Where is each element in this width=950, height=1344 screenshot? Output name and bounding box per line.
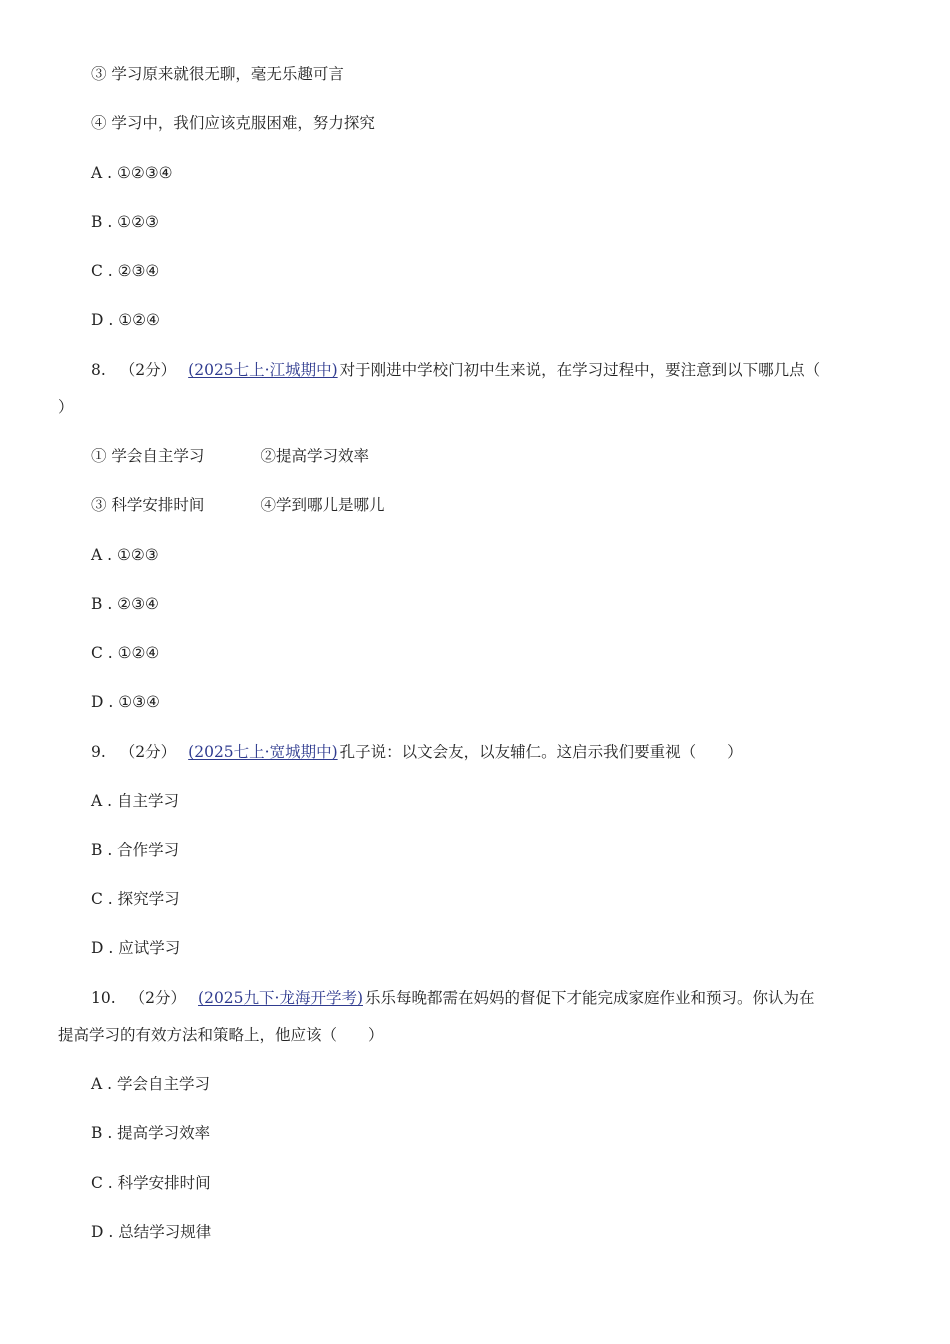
q8-header: [91, 360, 820, 380]
q7-option-a[interactable]: A . ①②③④: [91, 164, 173, 182]
q8-option-b[interactable]: B . ②③④: [91, 595, 159, 613]
q7-statement-3: ③ 学习原来就很无聊，毫无乐趣可言: [91, 65, 344, 83]
q9-number: 9.: [91, 743, 106, 761]
q8-score: （2分）: [119, 361, 177, 379]
q8-option-c[interactable]: C . ①②④: [91, 644, 160, 662]
q9-score: （2分）: [119, 743, 177, 761]
q8-statement-3: ③ 科学安排时间: [91, 496, 205, 514]
q8-option-a[interactable]: A . ①②③: [91, 546, 159, 564]
q8-source-link[interactable]: (2025七上·江城期中): [188, 361, 338, 379]
q8-stem: 对于刚进中学校门初中生来说，在学习过程中，要注意到以下哪几点（: [339, 361, 821, 379]
q9-stem: 孔子说：以文会友，以友辅仁。这启示我们要重视（ ）: [339, 743, 743, 761]
q8-stem-cont: ）: [58, 398, 74, 416]
q8-statement-row-1: [91, 446, 369, 466]
q10-option-a[interactable]: A . 学会自主学习: [91, 1075, 210, 1093]
q10-stem-cont: 提高学习的有效方法和策略上，他应该（ ）: [58, 1026, 384, 1044]
q9-source-link[interactable]: (2025七上·宽城期中): [188, 743, 338, 761]
q9-option-b[interactable]: B . 合作学习: [91, 841, 180, 859]
q9-option-c[interactable]: C . 探究学习: [91, 890, 180, 908]
q8-number: 8.: [91, 361, 106, 379]
q8-statement-4: ④学到哪儿是哪儿: [260, 496, 385, 514]
q7-option-b[interactable]: B . ①②③: [91, 213, 159, 231]
q10-score: （2分）: [129, 989, 187, 1007]
q10-option-b[interactable]: B . 提高学习效率: [91, 1124, 211, 1142]
q10-source-link[interactable]: (2025九下·龙海开学考): [198, 989, 363, 1007]
q10-option-d[interactable]: D . 总结学习规律: [91, 1223, 212, 1241]
q9-option-a[interactable]: A . 自主学习: [91, 792, 179, 810]
q7-statement-4: ④ 学习中，我们应该克服困难，努力探究: [91, 114, 375, 132]
q8-statement-2: ②提高学习效率: [260, 447, 369, 465]
q8-statement-row-2: [91, 495, 384, 515]
q9-option-d[interactable]: D . 应试学习: [91, 939, 181, 957]
q7-option-d[interactable]: D . ①②④: [91, 311, 160, 329]
q9-header: [91, 742, 743, 762]
q10-number: 10.: [91, 989, 116, 1007]
q10-header: [91, 988, 815, 1008]
q8-statement-1: ① 学会自主学习: [91, 447, 205, 465]
q8-option-d[interactable]: D . ①③④: [91, 693, 160, 711]
q7-option-c[interactable]: C . ②③④: [91, 262, 160, 280]
q10-option-c[interactable]: C . 科学安排时间: [91, 1174, 211, 1192]
q10-stem: 乐乐每晚都需在妈妈的督促下才能完成家庭作业和预习。你认为在: [365, 989, 815, 1007]
